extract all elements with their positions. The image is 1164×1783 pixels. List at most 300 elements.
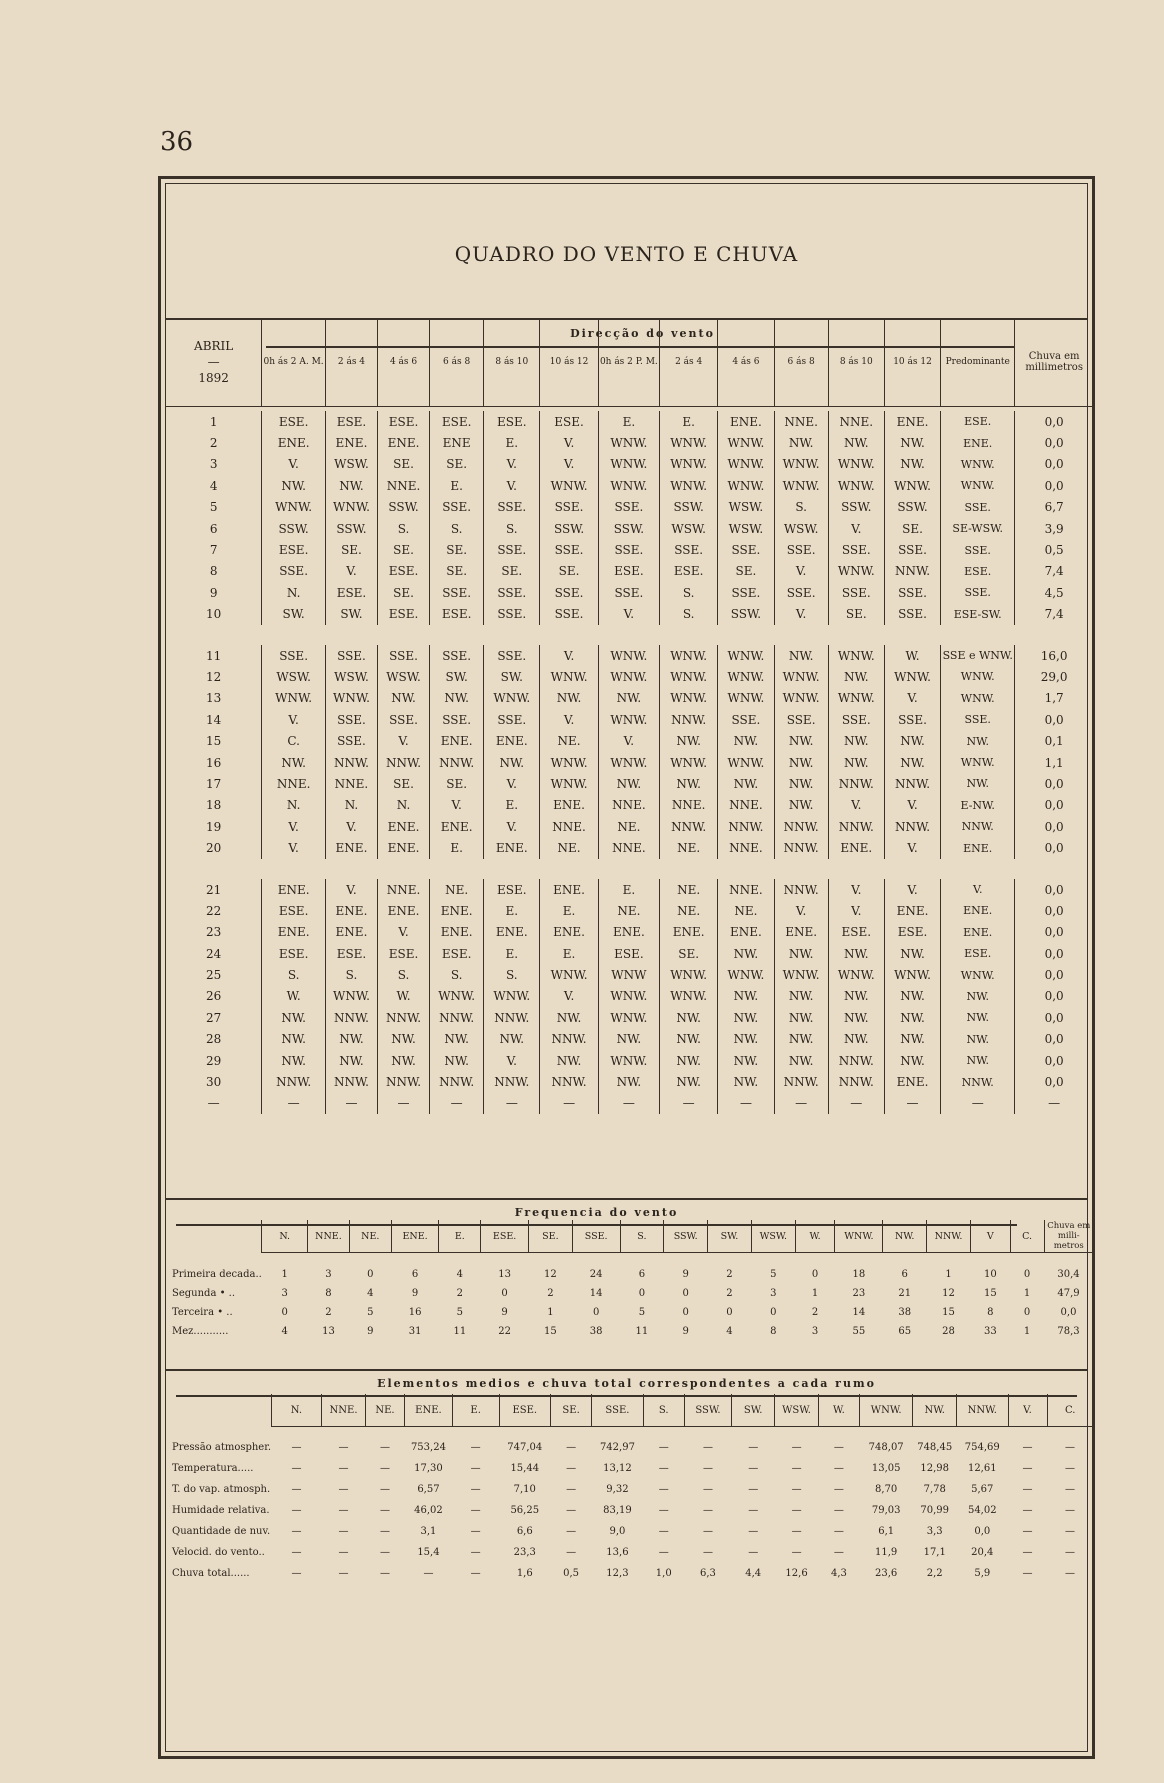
elements-cell: 13,05 — [871, 1463, 901, 1474]
elements-cell: — — [470, 1505, 481, 1516]
frequency-cell: 1 — [811, 1288, 819, 1299]
wind-direction-cell: WSW. — [325, 454, 377, 475]
elements-cell: — — [423, 1568, 434, 1579]
wind-direction-cell: WNW. — [941, 752, 1015, 773]
wind-direction-cell: ESE. — [941, 943, 1015, 964]
wind-direction-cell: V. — [325, 561, 377, 582]
frequency-cell: 1 — [1023, 1288, 1031, 1299]
day-cell: 26 — [166, 986, 262, 1007]
wind-direction-cell: NW. — [660, 1050, 718, 1071]
table-frame-inner — [165, 183, 1091, 1752]
elements-cell: — — [1022, 1547, 1033, 1558]
wind-direction-cell: ENE. — [378, 816, 430, 837]
wind-direction-cell: V. — [484, 454, 540, 475]
table-row — [166, 1458, 1093, 1479]
frequency-column-header: ESE. — [481, 1220, 529, 1253]
wind-direction-cell: WNW. — [774, 475, 828, 496]
frequency-column-header: N. — [262, 1220, 308, 1253]
wind-direction-cell: ENE. — [430, 730, 484, 751]
wind-direction-cell: SE. — [378, 454, 430, 475]
frequency-cell: 30,4 — [1057, 1269, 1080, 1280]
rain-cell: 0,5 — [1044, 543, 1064, 558]
frequency-column-header: SW. — [708, 1220, 752, 1253]
wind-direction-cell: SSE. — [378, 645, 430, 666]
wind-direction-cell: WNW. — [774, 688, 828, 709]
wind-direction-cell: NW. — [718, 1071, 774, 1092]
table-row — [166, 1500, 1093, 1521]
wind-direction-cell: WNW. — [660, 454, 718, 475]
wind-direction-cell: NW. — [774, 1050, 828, 1071]
day-cell: 17 — [166, 773, 262, 794]
wind-direction-cell: NNE. — [378, 475, 430, 496]
wind-direction-cell: SSW. — [378, 497, 430, 518]
direction-column-header: 4 ás 6 — [378, 318, 430, 407]
wind-direction-cell: NNW. — [884, 816, 940, 837]
wind-direction-cell: E. — [660, 411, 718, 432]
elements-cell: — — [1065, 1568, 1075, 1579]
wind-direction-cell: SSE. — [828, 582, 884, 603]
wind-direction-cell: NW. — [660, 1071, 718, 1092]
wind-direction-cell: NNE. — [540, 816, 598, 837]
rain-cell: 0,0 — [1044, 1075, 1064, 1090]
frequency-cell: 21 — [898, 1288, 912, 1299]
frequency-cell: 6 — [638, 1269, 646, 1280]
day-cell: 27 — [166, 1007, 262, 1028]
day-cell: 8 — [166, 561, 262, 582]
frequency-column-header: SSE. — [572, 1220, 620, 1253]
frequency-cell: 0 — [592, 1307, 600, 1318]
wind-direction-cell: V. — [828, 879, 884, 900]
wind-direction-cell: NNW. — [884, 561, 940, 582]
wind-direction-cell: NNE. — [718, 879, 774, 900]
elements-cell: — — [748, 1484, 759, 1495]
wind-direction-cell: ESE. — [660, 561, 718, 582]
wind-direction-cell: NW. — [941, 773, 1015, 794]
elements-cell: — — [291, 1547, 302, 1558]
elements-cell: — — [658, 1484, 669, 1495]
wind-direction-cell: NW. — [378, 688, 430, 709]
wind-direction-cell: WNW. — [598, 666, 659, 687]
wind-direction-cell: NW. — [598, 1029, 659, 1050]
wind-direction-cell: NW. — [941, 1029, 1015, 1050]
frequency-cell: 3 — [770, 1288, 777, 1299]
wind-direction-cell: V. — [484, 475, 540, 496]
wind-direction-cell: NNE. — [660, 795, 718, 816]
wind-direction-cell: NW. — [828, 730, 884, 751]
wind-direction-cell: ESE. — [378, 943, 430, 964]
wind-direction-cell: C. — [262, 730, 326, 751]
frequency-column-header: Chuva em milli-metros — [1044, 1220, 1093, 1253]
frequency-cell: 15 — [942, 1307, 955, 1318]
wind-direction-cell: SSE. — [941, 497, 1015, 518]
elements-cell: — — [291, 1463, 302, 1474]
table-row — [166, 1007, 1093, 1028]
direction-column-header: 0h ás 2 A. M. — [262, 318, 326, 407]
dash-cell: — — [430, 1093, 484, 1114]
wind-direction-cell: NW. — [828, 986, 884, 1007]
wind-direction-cell: NW. — [378, 1050, 430, 1071]
wind-direction-cell: NNW. — [325, 752, 377, 773]
direction-table — [166, 318, 1093, 1114]
direction-section-title: Direcção do vento — [570, 327, 715, 340]
wind-direction-cell: NW. — [884, 432, 940, 453]
wind-direction-cell: NW. — [598, 1071, 659, 1092]
table-row — [166, 645, 1093, 666]
elements-cell: — — [702, 1547, 713, 1558]
frequency-cell: 6 — [411, 1269, 419, 1280]
wind-direction-cell: ENE. — [941, 837, 1015, 858]
wind-direction-cell: NNW. — [325, 1071, 377, 1092]
frequency-cell: 2 — [325, 1307, 332, 1318]
wind-direction-cell: V. — [484, 773, 540, 794]
frequency-cell: 4 — [367, 1288, 374, 1299]
wind-direction-cell: SSW. — [660, 497, 718, 518]
wind-direction-cell: V. — [540, 432, 598, 453]
frequency-cell: 15 — [983, 1288, 997, 1299]
elements-column-header: V. — [1008, 1394, 1047, 1427]
frequency-cell: 38 — [589, 1326, 603, 1337]
elements-cell: — — [338, 1505, 349, 1516]
wind-direction-cell: NW. — [718, 986, 774, 1007]
elements-cell: — — [291, 1484, 302, 1495]
wind-direction-cell: NW. — [774, 432, 828, 453]
spacer-cell — [166, 859, 1093, 879]
wind-direction-cell: WNW. — [262, 688, 326, 709]
frequency-cell: 12 — [544, 1269, 557, 1280]
frequency-column-header: NNW. — [927, 1220, 971, 1253]
elements-cell: 13,6 — [606, 1547, 629, 1558]
dash: — — [207, 355, 220, 369]
wind-direction-cell: V. — [540, 645, 598, 666]
day-cell: 18 — [166, 795, 262, 816]
wind-direction-cell: ENE. — [941, 900, 1015, 921]
wind-direction-cell: SSE. — [484, 582, 540, 603]
table-row — [166, 879, 1093, 900]
rain-cell: 0,0 — [1044, 776, 1064, 791]
elements-cell: 754,69 — [964, 1442, 1000, 1453]
wind-direction-cell: E. — [598, 411, 659, 432]
table-row — [166, 773, 1093, 794]
elements-cell: — — [291, 1526, 302, 1537]
wind-direction-cell: E. — [430, 837, 484, 858]
table-row — [166, 837, 1093, 858]
elements-cell: — — [748, 1526, 759, 1537]
elements-cell: — — [470, 1484, 481, 1495]
elements-column-header: N. — [271, 1394, 322, 1427]
wind-direction-cell: SSE. — [262, 645, 326, 666]
table-row — [166, 1303, 1093, 1322]
wind-direction-cell: ENE. — [378, 900, 430, 921]
elements-cell: 7,78 — [923, 1484, 946, 1495]
wind-direction-cell: SSE. — [430, 709, 484, 730]
wind-direction-cell: NW. — [540, 1007, 598, 1028]
rain-cell: 0,0 — [1044, 989, 1064, 1004]
dash-cell: — — [718, 1093, 774, 1114]
wind-direction-cell: WNW. — [828, 688, 884, 709]
wind-direction-cell: V. — [430, 795, 484, 816]
day-cell: 5 — [166, 497, 262, 518]
dash-cell: — — [325, 1093, 377, 1114]
day-cell: 10 — [166, 604, 262, 625]
wind-direction-cell: WNW. — [660, 432, 718, 453]
wind-direction-cell: NE. — [718, 900, 774, 921]
wind-direction-cell: NNW. — [540, 1071, 598, 1092]
elements-cell: 8,70 — [875, 1484, 898, 1495]
elements-cell: — — [658, 1505, 669, 1516]
wind-direction-cell: NNW. — [941, 1071, 1015, 1092]
day-cell: 2 — [166, 432, 262, 453]
wind-direction-cell: WSW. — [660, 518, 718, 539]
wind-direction-cell: WNW. — [941, 666, 1015, 687]
elements-cell: 79,03 — [871, 1505, 901, 1516]
wind-direction-cell: ESE. — [325, 411, 377, 432]
wind-direction-cell: E. — [484, 432, 540, 453]
wind-direction-cell: WNW. — [941, 475, 1015, 496]
elements-cell: 6,6 — [516, 1526, 533, 1537]
elements-column-header: WSW. — [775, 1394, 819, 1427]
elements-column-header: NNE. — [322, 1394, 366, 1427]
elements-cell: 12,3 — [606, 1568, 629, 1579]
elements-cell: — — [791, 1547, 802, 1558]
elements-cell: 5,67 — [971, 1484, 994, 1495]
wind-direction-cell: ENE. — [262, 922, 326, 943]
elements-cell: — — [338, 1484, 349, 1495]
wind-direction-cell: WSW. — [718, 497, 774, 518]
wind-direction-cell: WNW. — [325, 986, 377, 1007]
elements-cell: — — [702, 1526, 713, 1537]
elements-cell: — — [566, 1547, 577, 1558]
wind-direction-cell: NW. — [828, 752, 884, 773]
wind-direction-cell: NW. — [540, 688, 598, 709]
elements-cell: — — [1022, 1568, 1033, 1579]
frequency-cell: 31 — [408, 1326, 422, 1337]
wind-direction-cell: NW. — [262, 1050, 326, 1071]
wind-direction-cell: WNW. — [828, 964, 884, 985]
wind-direction-cell: SSE. — [884, 582, 940, 603]
wind-direction-cell: SSW. — [262, 518, 326, 539]
elements-cell: 70,99 — [920, 1505, 950, 1516]
wind-direction-cell: NNW. — [718, 816, 774, 837]
elements-cell: — — [1022, 1505, 1033, 1516]
wind-direction-cell: SE. — [430, 561, 484, 582]
frequency-cell: 2 — [456, 1288, 464, 1299]
elements-cell: 23,3 — [513, 1547, 536, 1558]
wind-direction-cell: NW. — [884, 1050, 940, 1071]
elements-cell: — — [379, 1484, 390, 1495]
elements-cell: — — [658, 1547, 669, 1558]
frequency-column-header: NW. — [883, 1220, 927, 1253]
wind-direction-cell: WSW. — [774, 518, 828, 539]
direction-column-header: 6 ás 8 — [774, 318, 828, 407]
wind-direction-cell: V. — [828, 795, 884, 816]
elements-cell: 748,07 — [868, 1442, 904, 1453]
frequency-cell: 13 — [498, 1269, 511, 1280]
rain-cell: 0,0 — [1044, 457, 1064, 472]
wind-direction-cell: ESE. — [325, 943, 377, 964]
wind-direction-cell: V. — [884, 879, 940, 900]
dash-cell: — — [941, 1093, 1015, 1114]
wind-direction-cell: NW. — [262, 1007, 326, 1028]
row-label: Primeira decada.. — [172, 1269, 262, 1280]
day-cell: 28 — [166, 1029, 262, 1050]
rain-cell: 0,1 — [1044, 734, 1064, 749]
wind-direction-cell: ENE. — [884, 900, 940, 921]
wind-direction-cell: SE. — [325, 539, 377, 560]
wind-direction-cell: NW. — [262, 475, 326, 496]
rain-cell: 3,9 — [1044, 521, 1064, 536]
frequency-cell: 0 — [638, 1288, 646, 1299]
wind-direction-cell: SSE. — [430, 645, 484, 666]
wind-direction-cell: SSE. — [941, 582, 1015, 603]
wind-direction-cell: NNW. — [774, 879, 828, 900]
elements-cell: — — [791, 1442, 802, 1453]
frequency-cell: 0 — [501, 1288, 508, 1299]
wind-direction-cell: SW. — [325, 604, 377, 625]
dash-cell: — — [660, 1093, 718, 1114]
wind-direction-cell: WNW. — [828, 645, 884, 666]
elements-cell: — — [1022, 1484, 1033, 1495]
elements-cell: 6,57 — [417, 1484, 440, 1495]
elements-section-title: Elementos medios e chuva total correspondentes a cada rumo — [377, 1377, 876, 1390]
wind-direction-cell: ESE. — [484, 411, 540, 432]
wind-direction-cell: SSW. — [884, 497, 940, 518]
elements-cell: 12,61 — [967, 1463, 997, 1474]
day-cell: 9 — [166, 582, 262, 603]
wind-direction-cell: NNW. — [884, 773, 940, 794]
wind-direction-cell: NNW. — [774, 837, 828, 858]
row-label: Pressão atmospher. — [172, 1442, 272, 1453]
frequency-cell: 8 — [325, 1288, 332, 1299]
wind-direction-cell: NW. — [774, 943, 828, 964]
wind-direction-cell: NNW. — [660, 709, 718, 730]
wind-direction-cell: SE. — [378, 539, 430, 560]
wind-direction-cell: SSE. — [774, 539, 828, 560]
frequency-cell: 18 — [852, 1269, 866, 1280]
day-cell: 3 — [166, 454, 262, 475]
elements-cell: — — [658, 1526, 669, 1537]
wind-direction-cell: ESE. — [262, 943, 326, 964]
dash-row — [166, 1093, 1093, 1114]
elements-cell: — — [748, 1463, 759, 1474]
wind-direction-cell: ESE. — [430, 943, 484, 964]
frequency-cell: 3 — [325, 1269, 332, 1280]
elements-cell: — — [791, 1463, 802, 1474]
rain-cell: 0,0 — [1044, 819, 1064, 834]
wind-direction-cell: WNW. — [540, 773, 598, 794]
spacer-cell — [166, 625, 1093, 645]
wind-direction-cell: E. — [430, 475, 484, 496]
decade-spacer — [166, 859, 1093, 879]
wind-direction-cell: V. — [540, 986, 598, 1007]
elements-cell: 9,32 — [606, 1484, 629, 1495]
wind-direction-cell: WNW. — [540, 475, 598, 496]
elements-cell: 17,1 — [923, 1547, 946, 1558]
elements-cell: — — [470, 1568, 481, 1579]
rain-cell: 4,5 — [1044, 585, 1064, 600]
elements-cell: — — [833, 1484, 844, 1495]
wind-direction-cell: WNW. — [660, 688, 718, 709]
elements-column-header: W. — [818, 1394, 859, 1427]
elements-cell: — — [338, 1463, 349, 1474]
wind-direction-cell: NNE. — [774, 411, 828, 432]
wind-direction-cell: ENE. — [484, 837, 540, 858]
wind-direction-cell: V. — [484, 816, 540, 837]
wind-direction-cell: NNE. — [598, 795, 659, 816]
day-cell: 21 — [166, 879, 262, 900]
frequency-column-header: WNW. — [835, 1220, 883, 1253]
table-row — [166, 816, 1093, 837]
frequency-cell: 4 — [726, 1326, 733, 1337]
frequency-column-header: V — [970, 1220, 1010, 1253]
elements-cell: — — [833, 1547, 844, 1558]
frequency-cell: 11 — [453, 1326, 467, 1337]
wind-direction-cell: ENE. — [262, 879, 326, 900]
frequency-cell: 11 — [635, 1326, 649, 1337]
spacer-cell — [166, 1253, 1093, 1266]
frequency-cell: 5 — [456, 1307, 464, 1318]
elements-cell: 83,19 — [603, 1505, 632, 1516]
wind-direction-cell: E. — [484, 900, 540, 921]
wind-direction-cell: SSE. — [540, 582, 598, 603]
wind-direction-cell: SE. — [378, 582, 430, 603]
wind-direction-cell: V. — [262, 454, 326, 475]
elements-cell: — — [338, 1526, 349, 1537]
wind-direction-cell: ENE. — [941, 432, 1015, 453]
wind-direction-cell: WNW. — [325, 688, 377, 709]
table-row — [166, 518, 1093, 539]
elements-cell: — — [1065, 1505, 1075, 1516]
rain-cell: 7,4 — [1044, 564, 1064, 579]
wind-direction-cell: NW. — [941, 730, 1015, 751]
table-row — [166, 943, 1093, 964]
wind-direction-cell: ENE. — [884, 1071, 940, 1092]
wind-direction-cell: WNW. — [598, 986, 659, 1007]
table-row — [166, 922, 1093, 943]
wind-direction-cell: WNW. — [540, 666, 598, 687]
wind-direction-cell: V. — [884, 795, 940, 816]
frequency-cell: 28 — [942, 1326, 955, 1337]
table-row — [166, 1071, 1093, 1092]
wind-direction-cell: WNW. — [484, 986, 540, 1007]
row-label: Mez........... — [172, 1326, 229, 1337]
wind-direction-cell: V. — [828, 518, 884, 539]
table-row — [166, 475, 1093, 496]
wind-direction-cell: ENE. — [430, 816, 484, 837]
wind-direction-cell: ENE. — [540, 879, 598, 900]
day-cell: 22 — [166, 900, 262, 921]
elements-cell: 11,9 — [875, 1547, 898, 1558]
wind-direction-cell: WNW. — [598, 1007, 659, 1028]
wind-direction-cell: WNW. — [884, 964, 940, 985]
wind-direction-cell: NW. — [598, 773, 659, 794]
wind-direction-cell: WNW. — [718, 454, 774, 475]
elements-cell: 748,45 — [917, 1442, 953, 1453]
dash-cell: — — [598, 1093, 659, 1114]
elements-cell: — — [1065, 1526, 1075, 1537]
table-row — [166, 604, 1093, 625]
frequency-cell: 2 — [547, 1288, 554, 1299]
wind-direction-cell: SSE. — [598, 497, 659, 518]
wind-direction-cell: NW. — [884, 1029, 940, 1050]
table-row — [166, 1521, 1093, 1542]
frequency-cell: 8 — [770, 1326, 777, 1337]
frequency-cell: 16 — [408, 1307, 422, 1318]
wind-direction-cell: SSE. — [828, 709, 884, 730]
frequency-cell: 5 — [367, 1307, 374, 1318]
day-cell: 20 — [166, 837, 262, 858]
wind-direction-cell: SSE. — [430, 497, 484, 518]
frequency-cell: 0 — [682, 1288, 689, 1299]
